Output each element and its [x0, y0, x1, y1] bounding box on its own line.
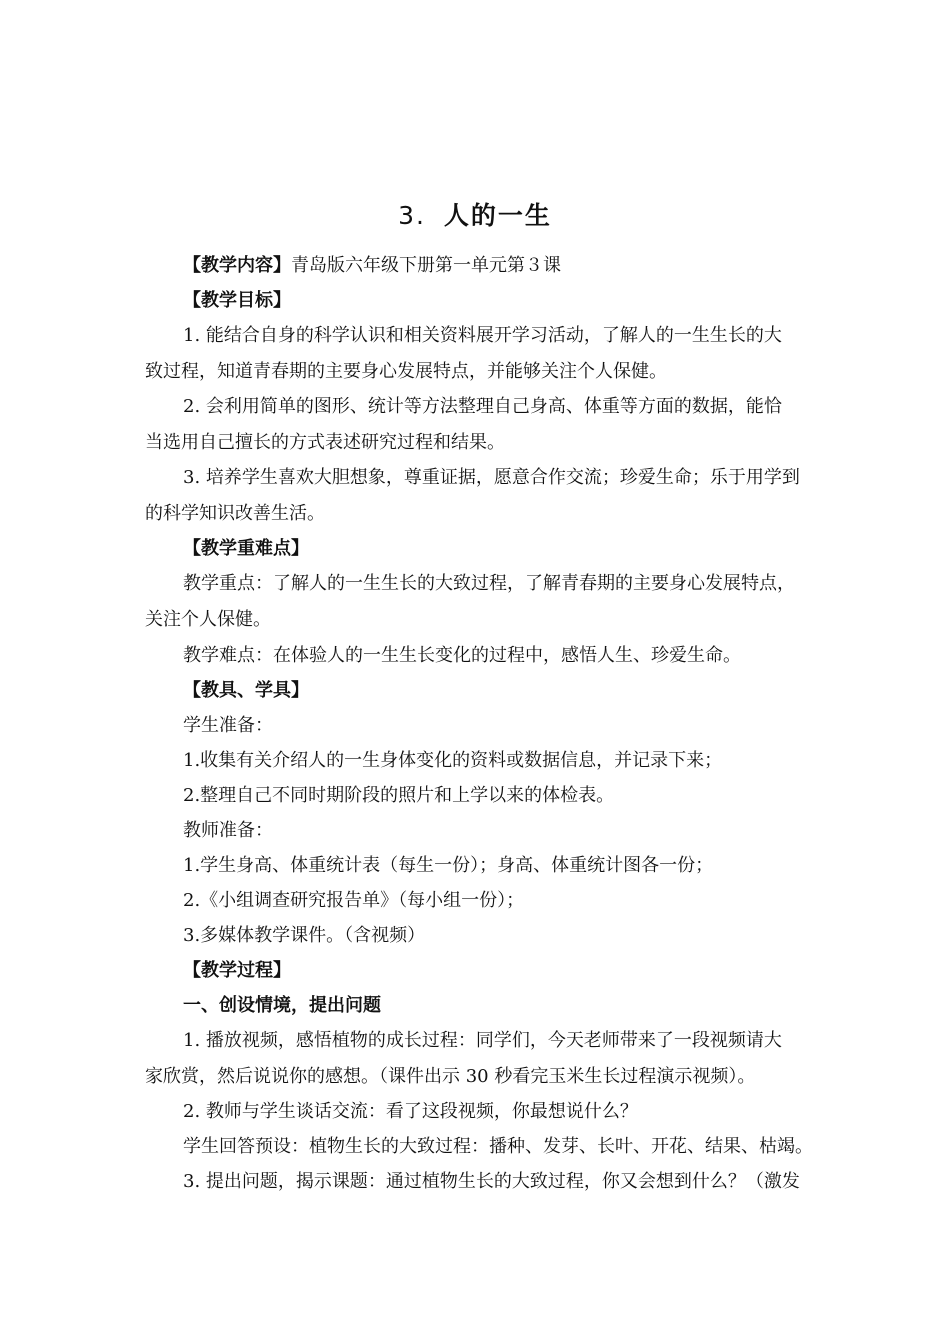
teaching-content-label: 【教学内容】: [183, 255, 291, 276]
goal-2-line-2: 当选用自己擅长的方式表述研究过程和结果。: [145, 432, 505, 453]
goal-1-line-2: 致过程，知道青春期的主要身心发展特点，并能够关注个人保健。: [145, 361, 667, 382]
page-title: [0, 196, 950, 232]
teacher-prep-item-2: 2.《小组调查研究报告单》（每小组一份）；: [183, 890, 525, 911]
process-heading: 【教学过程】: [183, 960, 291, 981]
student-prep-item-2: 2.整理自己不同时期阶段的照片和上学以来的体检表。: [183, 785, 615, 806]
teacher-prep-item-1: 1.学生身高、体重统计表（每生一份）；身高、体重统计图各一份；: [183, 855, 714, 876]
goal-2-line-1: 2. 会利用简单的图形、统计等方法整理自己身高、体重等方面的数据，能恰: [183, 396, 782, 417]
title-number: 3.: [398, 201, 426, 230]
difficult-point-line: 教学难点：在体验人的一生生长变化的过程中，感悟人生、珍爱生命。: [183, 645, 741, 666]
teaching-goals-heading: 【教学目标】: [183, 290, 291, 311]
tools-heading: 【教具、学具】: [183, 680, 309, 701]
goal-3-line-2: 的科学知识改善生活。: [145, 503, 325, 524]
student-prep-item-1: 1.收集有关介绍人的一生身体变化的资料或数据信息，并记录下来；: [183, 750, 723, 771]
student-prep-label: 学生准备：: [183, 715, 273, 736]
key-difficult-heading: 【教学重难点】: [183, 538, 309, 559]
teaching-content-line: [183, 254, 818, 278]
teacher-prep-label: 教师准备：: [183, 820, 273, 841]
teacher-prep-item-3: 3.多媒体教学课件。（含视频）: [183, 925, 426, 946]
process-step-2: 2. 教师与学生谈话交流：看了这段视频，你最想说什么？: [183, 1101, 638, 1122]
goal-1-line-1: 1. 能结合自身的科学认识和相关资料展开学习活动，了解人的一生生长的大: [183, 325, 782, 346]
process-section-1-heading: 一、创设情境，提出问题: [183, 995, 381, 1016]
process-student-answer: 学生回答预设：植物生长的大致过程：播种、发芽、长叶、开花、结果、枯竭。: [183, 1136, 813, 1157]
key-point-line-2: 关注个人保健。: [145, 609, 271, 630]
teaching-content-text: 青岛版六年级下册第一单元第３课: [291, 255, 561, 276]
process-step-3-line-1: 3. 提出问题，揭示课题：通过植物生长的大致过程，你又会想到什么？（激发: [183, 1171, 800, 1192]
process-step-1-line-2: 家欣赏，然后说说你的感想。（课件出示 30 秒看完玉米生长过程演示视频）。: [145, 1066, 756, 1087]
title-text: 人的一生: [443, 201, 552, 230]
goal-3-line-1: 3. 培养学生喜欢大胆想象，尊重证据，愿意合作交流；珍爱生命；乐于用学到: [183, 467, 800, 488]
key-point-line-1: 教学重点：了解人的一生生长的大致过程，了解青春期的主要身心发展特点，: [183, 573, 795, 594]
process-step-1-line-1: 1. 播放视频，感悟植物的成长过程：同学们，今天老师带来了一段视频请大: [183, 1030, 782, 1051]
